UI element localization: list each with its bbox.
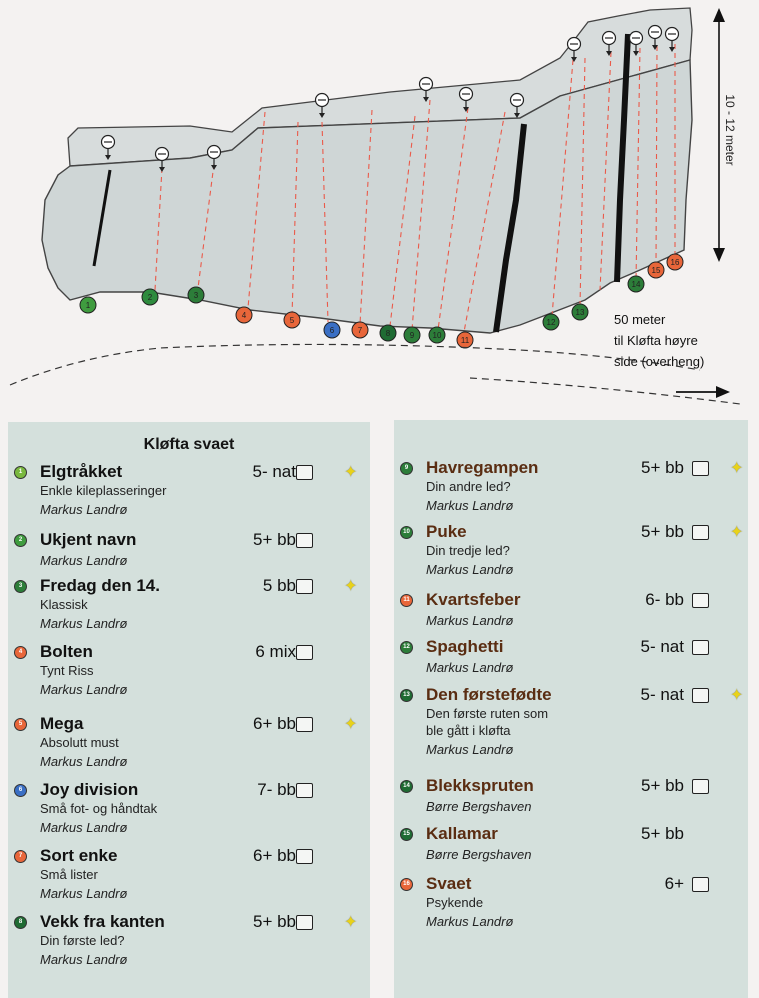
- route-entry: [8, 714, 370, 774]
- route-tick-checkbox[interactable]: [296, 915, 313, 930]
- route-number-badge: 12: [400, 641, 413, 654]
- route-author: Markus Landrø: [426, 562, 514, 577]
- svg-text:15: 15: [651, 266, 661, 275]
- crag-title: Kløfta svaet: [143, 436, 235, 453]
- svg-text:14: 14: [631, 280, 641, 289]
- distance-note-line-1: 50 meter: [614, 312, 666, 327]
- distance-arrow-head-icon: [716, 386, 730, 398]
- svg-text:7: 7: [357, 326, 363, 335]
- route-number-badge: 15: [400, 828, 413, 841]
- star-icon: ✦: [344, 464, 358, 481]
- route-author: Markus Landrø: [40, 616, 128, 631]
- route-description: Klassisk: [40, 597, 88, 612]
- route-tick-checkbox[interactable]: [296, 849, 313, 864]
- svg-text:11: 11: [460, 336, 470, 345]
- route-number-badge: 3: [14, 580, 27, 593]
- route-tick-checkbox[interactable]: [692, 640, 709, 655]
- svg-text:13: 13: [575, 308, 585, 317]
- route-description: Din første led?: [40, 933, 125, 948]
- route-marker-2: [142, 289, 158, 305]
- route-list-right: [394, 420, 748, 998]
- route-number-badge: 8: [14, 916, 27, 929]
- route-grade: 5+ bb: [252, 912, 296, 931]
- route-author: Markus Landrø: [40, 682, 128, 697]
- svg-text:16: 16: [670, 258, 680, 267]
- route-grade: 5- nat: [252, 462, 296, 481]
- route-description: Enkle kileplasseringer: [40, 483, 167, 498]
- route-tick-checkbox[interactable]: [296, 533, 313, 548]
- route-description: Absolutt must: [40, 735, 119, 750]
- route-marker-15: [648, 262, 664, 278]
- route-number-badge: 9: [400, 462, 413, 475]
- route-author: Markus Landrø: [40, 820, 128, 835]
- route-entry: [8, 462, 370, 522]
- route-marker-3: [188, 287, 204, 303]
- route-author: Markus Landrø: [40, 754, 128, 769]
- route-grade: 5+ bb: [640, 522, 684, 541]
- route-number-badge: 11: [400, 594, 413, 607]
- route-name: Puke: [426, 522, 467, 541]
- distance-note-line-3: side (overheng): [614, 354, 705, 369]
- route-marker-10: [429, 327, 445, 343]
- route-author: Markus Landrø: [426, 660, 514, 675]
- star-icon: ✦: [730, 524, 744, 541]
- route-grade: 5- nat: [640, 685, 684, 704]
- route-name: Bolten: [40, 642, 93, 661]
- route-name: Mega: [40, 714, 84, 733]
- route-entry: [394, 458, 748, 518]
- route-grade: 7- bb: [257, 780, 296, 799]
- star-icon: ✦: [730, 460, 744, 477]
- ground-line-upper: [10, 344, 700, 385]
- route-marker-6: [324, 322, 340, 338]
- route-grade: 5 bb: [262, 576, 296, 595]
- route-author: Markus Landrø: [40, 886, 128, 901]
- route-name: Kallamar: [426, 824, 498, 843]
- route-grade: 5+ bb: [252, 530, 296, 549]
- route-grade: 6- bb: [645, 590, 684, 609]
- route-entry: [8, 576, 370, 636]
- svg-text:3: 3: [193, 291, 199, 300]
- star-icon: ✦: [730, 687, 744, 704]
- route-tick-checkbox[interactable]: [296, 645, 313, 660]
- route-name: Sort enke: [40, 846, 118, 865]
- route-marker-16: [667, 254, 683, 270]
- route-number-badge: 7: [14, 850, 27, 863]
- route-entry: [8, 642, 370, 702]
- route-name: Svaet: [426, 874, 472, 893]
- route-marker-8: [380, 325, 396, 341]
- ground-line-lower: [470, 378, 740, 404]
- route-number-badge: 1: [14, 466, 27, 479]
- route-grade: 6+ bb: [252, 846, 296, 865]
- route-grade: 6 mix: [255, 642, 296, 661]
- route-author: Markus Landrø: [426, 498, 514, 513]
- svg-text:10: 10: [432, 331, 442, 340]
- route-number-badge: 2: [14, 534, 27, 547]
- route-tick-checkbox[interactable]: [692, 525, 709, 540]
- route-description: Små fot- og håndtak: [40, 801, 158, 816]
- svg-text:2: 2: [147, 293, 153, 302]
- route-description: Små lister: [40, 867, 98, 882]
- route-marker-7: [352, 322, 368, 338]
- svg-text:12: 12: [546, 318, 556, 327]
- route-description: Din andre led?: [426, 479, 511, 494]
- route-grade: 6+: [664, 874, 684, 893]
- route-entry: [8, 780, 370, 840]
- route-marker-1: [80, 297, 96, 313]
- route-name: Ukjent navn: [40, 530, 137, 549]
- crag-topo-diagram: [0, 0, 759, 415]
- route-marker-5: [284, 312, 300, 328]
- distance-note-line-2: til Kløfta høyre: [614, 333, 698, 348]
- route-name: Havregampen: [426, 458, 539, 477]
- route-number-badge: 16: [400, 878, 413, 891]
- route-name: Fredag den 14.: [40, 576, 160, 595]
- route-tick-checkbox[interactable]: [296, 717, 313, 732]
- route-author: Markus Landrø: [426, 742, 514, 757]
- route-author: Børre Bergshaven: [426, 847, 532, 862]
- route-number-badge: 10: [400, 526, 413, 539]
- svg-text:5: 5: [289, 316, 295, 325]
- route-grade: 5+ bb: [640, 458, 684, 477]
- route-tick-checkbox[interactable]: [692, 461, 709, 476]
- route-name: Blekkspruten: [426, 776, 534, 795]
- route-name: Elgtråkket: [40, 462, 123, 481]
- route-author: Markus Landrø: [426, 613, 514, 628]
- height-arrow-bottom-icon: [713, 248, 725, 262]
- svg-text:8: 8: [385, 329, 391, 338]
- route-name: Den førstefødte: [426, 685, 552, 704]
- route-entry: [8, 912, 370, 972]
- route-description: Tynt Riss: [40, 663, 94, 678]
- route-marker-13: [572, 304, 588, 320]
- route-tick-checkbox[interactable]: [296, 783, 313, 798]
- route-entry: [394, 685, 748, 757]
- route-description: Din tredje led?: [426, 543, 510, 558]
- route-entry: [394, 874, 748, 934]
- route-number-badge: 13: [400, 689, 413, 702]
- route-author: Markus Landrø: [40, 553, 128, 568]
- route-author: Markus Landrø: [40, 952, 128, 967]
- route-grade: 5+ bb: [640, 824, 684, 843]
- route-list-left: [8, 422, 370, 998]
- route-grade: 5+ bb: [640, 776, 684, 795]
- height-arrow-top-icon: [713, 8, 725, 22]
- route-entry: [8, 846, 370, 906]
- route-name: Vekk fra kanten: [40, 912, 165, 931]
- height-label: 10 - 12 meter: [723, 94, 737, 166]
- svg-text:6: 6: [329, 326, 335, 335]
- route-description: ble gått i kløfta: [426, 723, 511, 738]
- route-tick-checkbox[interactable]: [692, 779, 709, 794]
- route-marker-4: [236, 307, 252, 323]
- route-marker-14: [628, 276, 644, 292]
- route-number-badge: 4: [14, 646, 27, 659]
- route-author: Markus Landrø: [426, 914, 514, 929]
- route-name: Spaghetti: [426, 637, 504, 656]
- svg-text:9: 9: [409, 331, 415, 340]
- route-tick-checkbox[interactable]: [692, 688, 709, 703]
- star-icon: ✦: [344, 578, 358, 595]
- route-description: Psykende: [426, 895, 484, 910]
- route-marker-11: [457, 332, 473, 348]
- route-tick-checkbox[interactable]: [692, 593, 709, 608]
- route-grade: 5- nat: [640, 637, 684, 656]
- route-description: Den første ruten som: [426, 706, 549, 721]
- route-name: Kvartsfeber: [426, 590, 521, 609]
- route-tick-checkbox[interactable]: [296, 579, 313, 594]
- route-number-badge: 6: [14, 784, 27, 797]
- route-marker-9: [404, 327, 420, 343]
- route-tick-checkbox[interactable]: [692, 877, 709, 892]
- route-name: Joy division: [40, 780, 139, 799]
- route-author: Markus Landrø: [40, 502, 128, 517]
- route-number-badge: 5: [14, 718, 27, 731]
- route-entry: [394, 522, 748, 582]
- route-marker-12: [543, 314, 559, 330]
- svg-text:4: 4: [241, 311, 247, 320]
- svg-text:1: 1: [85, 301, 91, 310]
- route-number-badge: 14: [400, 780, 413, 793]
- route-grade: 6+ bb: [252, 714, 296, 733]
- star-icon: ✦: [344, 716, 358, 733]
- route-author: Børre Bergshaven: [426, 799, 532, 814]
- route-tick-checkbox[interactable]: [296, 465, 313, 480]
- star-icon: ✦: [344, 914, 358, 931]
